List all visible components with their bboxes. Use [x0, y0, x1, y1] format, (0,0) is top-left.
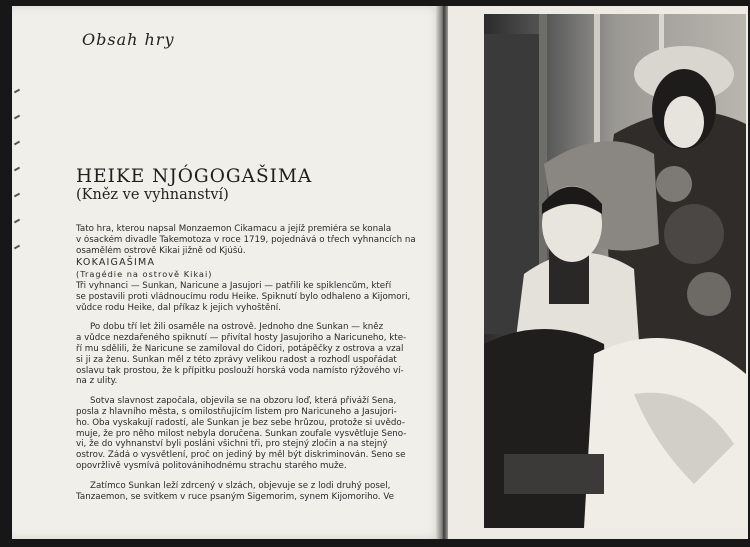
text-line: ostrov. Žádá o vysvětlení, proč on jediný by měl být diskriminován. Seno se [76, 450, 406, 461]
text-line: muje, že pro něho milost nebyla doručena. Šunkan zoufale vysvětluje Seno- [76, 428, 407, 439]
text-line: na z ulity. [76, 376, 118, 387]
text-line: si ji za ženu. Šunkan měl z této zprávy velikou radost a rozhodl uspořádat [76, 354, 397, 365]
section-title: KOKAIGAŠIMA [76, 257, 156, 269]
margin-marks [14, 90, 22, 450]
text-line: Po dobu tří let žili osaměle na ostrově. Jednoho dne Šunkan — kněz [90, 322, 384, 333]
text-line: Zatímco Šunkan leží zdrcený v slzách, objevuje se z lodi druhý posel, [90, 480, 391, 491]
paragraph-2 [76, 322, 416, 387]
text-line: v ósackém divadle Takemotoza v roce 1719, pojednává o třech vyhnancích na [76, 234, 416, 245]
paragraph-4 [76, 481, 416, 503]
intro-paragraph [76, 224, 416, 256]
text-line: a vůdce nezdařeného spiknutí — přivítal hosty Jasujoriho a Naricuneho, kte- [76, 333, 407, 344]
play-title: HEIKE NJÓGOGAŠIMA [76, 166, 313, 187]
paragraph-1 [76, 281, 416, 313]
text-line: Sotva slavnost započala, objevila se na obzoru loď, která přiváží Sena, [90, 396, 397, 407]
bunraku-puppets-photo [484, 14, 746, 528]
text-line: oslavu tak prostou, že k přípitku poslouží horská voda namísto rýžového ví- [76, 365, 404, 376]
page-header-title: Obsah hry [82, 30, 175, 49]
photo-illustration [484, 14, 746, 528]
text-line: vůdce rodu Heike, dal příkaz k jejich vyhoštění. [76, 302, 281, 313]
text-line: vi, že do vyhnanství byli posláni všichni tři, pro stejný zločin a na stejný [76, 439, 388, 450]
text-line: osamělém ostrově Kikai jižně od Kjúšú. [76, 245, 246, 256]
play-subtitle: (Kněz ve vyhnanství) [76, 187, 229, 203]
text-line: ho. Oba vyskakují radostí, ale Šunkan je bez sebe hrůzou, protože si uvědo- [76, 417, 406, 428]
text-line: se postavili proti vládnoucímu rodu Heike. Spiknutí bylo odhaleno a Kijomori, [76, 291, 411, 302]
text-line: Tři vyhnanci — Šunkan, Naricune a Jasujori — patřili ke spiklencům, kteří [76, 280, 392, 291]
text-line: Tanzaemon, se svitkem v ruce psaným Šigemorim, synem Kijomoriho. Ve [76, 491, 394, 502]
paragraph-3 [76, 396, 416, 472]
text-line: Tato hra, kterou napsal Monzaemon Čikamacu a jejíž premiéra se konala [76, 224, 392, 234]
text-line: ří mu sdělili, že Naricune se zamiloval do Čidori, potápěčky z ostrova a vzal [76, 343, 404, 354]
section-subtitle: (Tragédie na ostrově Kikai) [76, 269, 213, 280]
synopsis-text [76, 224, 416, 502]
text-line: posla z hlavního města, s omilostňujícím listem pro Naricuneho a Jasujori- [76, 406, 397, 417]
text-line: opovržlivě vysmívá politovánihodnému strachu starého muže. [76, 460, 347, 471]
